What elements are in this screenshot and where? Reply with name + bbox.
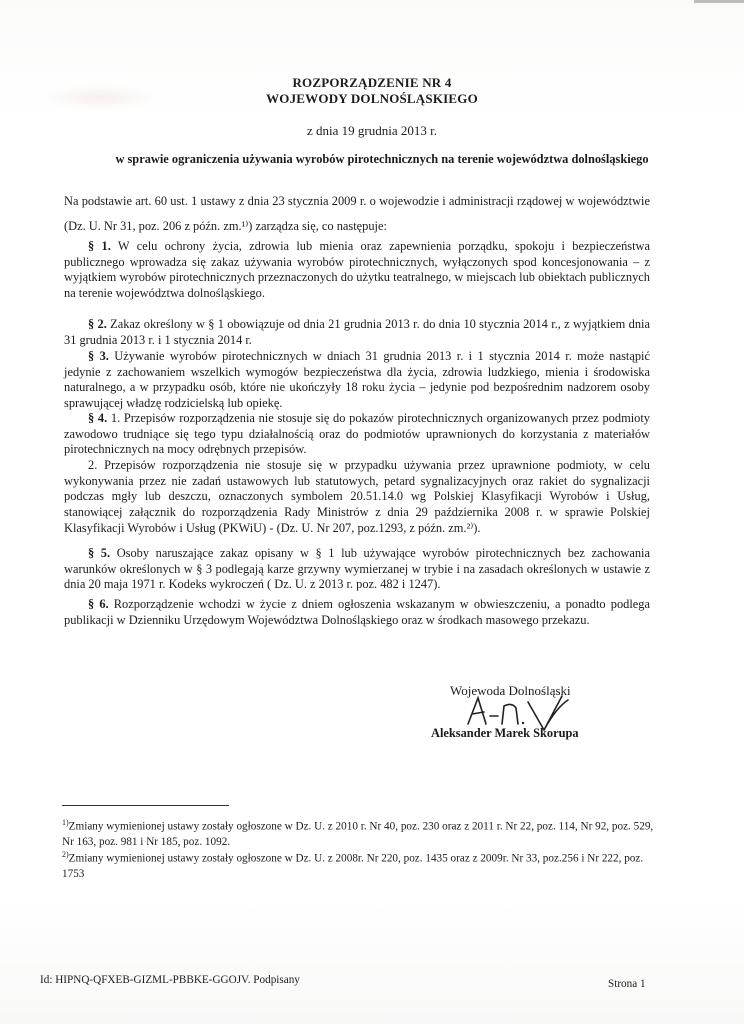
paragraph-1: [64, 239, 650, 302]
footnote-1-mark: 1): [62, 818, 69, 827]
paragraph-4-text: 1. Przepisów rozporządzenia nie stosuje się do pokazów pirotechnicznych organizowanych przez podmioty zawodowo trudniące się tego typu działalnością oraz do podmiotów uprawnionych do korzystania z materiałów pirotechnicznych na mocy odrębnych przepisów.: [64, 411, 650, 457]
signatory-title: Wojewoda Dolnośląski: [450, 683, 571, 698]
footnote-2-text: Zmiany wymienionej ustawy zostały ogłoszone w Dz. U. z 2008r. Nr 220, poz. 1435 oraz z 2009r. Nr 33, poz.256 i Nr 222, poz. 1753: [62, 852, 644, 880]
paragraph-1-label: § 1.: [88, 239, 111, 253]
paragraph-5-text: Osoby naruszające zakaz opisany w § 1 lub używające wyrobów pirotechnicznych bez zachowania warunków określonych w § 3 podlegają karze grzywny wymierzanej w trybie i na zasadach określonych w ustawie z dnia 20 maja 1971 r. Kodeks wykroczeń ( Dz. U. z 2013 r. poz. 482 i 1247).: [64, 546, 650, 592]
paragraph-5: [64, 546, 650, 593]
paragraph-1-text: W celu ochrony życia, zdrowia lub mienia oraz zapewnienia porządku, spokoju i bezpieczeństwa publicznego wprowadza się zakaz używania wyrobów pirotechnicznych, wyłączonych spod koncesjonowania – z wyjątkiem wyrobów pirotechnicznych przeznaczonych do użytku teatralnego, w miejscach lub obiektach publicznych na terenie województwa dolnośląskiego.: [64, 239, 650, 301]
paragraph-2: [64, 317, 650, 348]
footnote-2: [62, 847, 662, 882]
legal-basis-intro: Na podstawie art. 60 ust. 1 ustawy z dnia 23 stycznia 2009 r. o wojewodzie i administracji rządowej w województwie (Dz. U. Nr 31, poz. 206 z późn. zm.¹⁾) zarządza się, co następuje:: [64, 194, 650, 233]
issuer-title: WOJEWODY DOLNOŚLĄSKIEGO: [266, 91, 478, 106]
footnote-divider: [62, 805, 229, 806]
scan-edge-mark: [694, 0, 744, 3]
paragraph-4: [64, 411, 650, 458]
footnote-1-text: Zmiany wymienionej ustawy zostały ogłoszone w Dz. U. z 2010 r. Nr 40, poz. 230 oraz z 2011 r. Nr 22, poz. 114, Nr 92, poz. 529, Nr 163, poz. 981 i Nr 185, poz. 1092.: [62, 820, 654, 848]
footnote-1: [62, 815, 662, 850]
document-date: z dnia 19 grudnia 2013 r.: [307, 123, 437, 138]
paragraph-4-label: § 4.: [88, 411, 108, 425]
document-subject: w sprawie ograniczenia używania wyrobów pirotechnicznych na terenie województwa dolnośląskiego: [115, 152, 649, 166]
paragraph-4-section-2: 2. Przepisów rozporządzenia nie stosuje się w przypadku używania przez uprawnione podmioty, w celu wykonywania przez nie zadań ustawowych lub statutowych, petard sygnalizacyjnych oraz rakiet do sygnalizacji podczas mgły lub deszczu, oznaczonych symbolem 20.51.14.0 wg Polskiej Klasyfikacji Wyrobów i Usług, stanowiącej załącznik do rozporządzenia Rady Ministrów z dnia 29 października 2008 r. w sprawie Polskiej Klasyfikacji Wyrobów i Usług (PKWiU) - (Dz. U. Nr 207, poz.1293, z późn. zm.²⁾).: [64, 458, 650, 535]
paragraph-3: [64, 349, 650, 412]
paragraph-3-label: § 3.: [88, 349, 109, 363]
paragraph-6: [64, 597, 650, 628]
regulation-title: ROZPORZĄDZENIE NR 4: [292, 75, 452, 90]
signatory-name: Aleksander Marek Skorupa: [431, 726, 579, 740]
paragraph-5-label: § 5.: [88, 546, 111, 560]
paragraph-3-text: Używanie wyrobów pirotechnicznych w dniach 31 grudnia 2013 r. i 1 stycznia 2014 r. może nastąpić jedynie z zachowaniem wszelkich wymogów bezpieczeństwa dla życia, zdrowia ludzkiego, mienia i środowiska naturalnego, a w przypadku osób, które nie ukończyły 18 roku życia – jedynie pod bezpośrednim nadzorem osoby sprawującej władzę rodzicielską lub opiekę.: [64, 349, 651, 411]
footnote-2-mark: 2): [62, 850, 69, 859]
paragraph-2-label: § 2.: [88, 317, 107, 331]
page-number: Strona 1: [608, 978, 646, 990]
paragraph-2-text: Zakaz określony w § 1 obowiązuje od dnia 21 grudnia 2013 r. do dnia 10 stycznia 2014 r., z wyjątkiem dnia 31 grudnia 2013 r. i 1 stycznia 2014 r.: [64, 317, 650, 347]
paragraph-6-label: § 6.: [88, 597, 109, 611]
document-id: Id: HIPNQ-QFXEB-GIZML-PBBKE-GGOJV. Podpisany: [40, 974, 300, 986]
paragraph-6-text: Rozporządzenie wchodzi w życie z dniem ogłoszenia wskazanym w obwieszczeniu, a ponadto podlega publikacji w Dzienniku Urzędowym Województwa Dolnośląskiego oraz w środkach masowego przekazu.: [64, 597, 650, 627]
